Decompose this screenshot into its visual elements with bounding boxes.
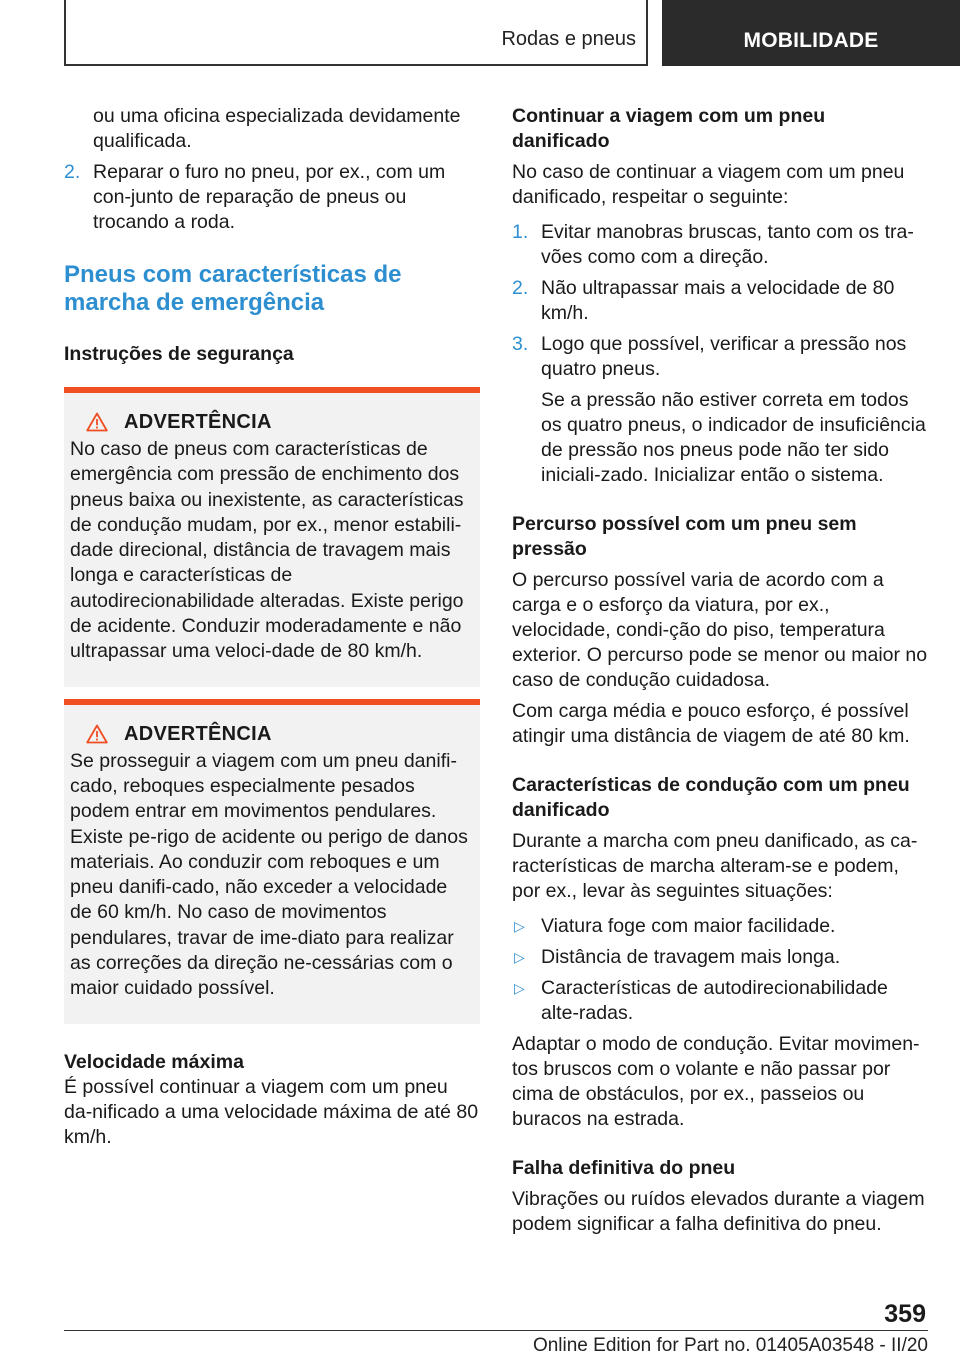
paragraph-range-1: O percurso possível varia de acordo com a carga e o esforço da viatura, por ex., velocidade, condi-ção do piso, temperatura exterior. O percurso pode se menor ou maior no caso de condução cuidadosa. bbox=[512, 569, 928, 691]
triangle-bullet-icon: ▷ bbox=[514, 980, 525, 996]
list-item-number: 2. bbox=[64, 161, 81, 183]
list-item bbox=[512, 332, 928, 382]
warning-triangle-icon bbox=[86, 724, 108, 744]
paragraph-driving-after: Adaptar o modo de condução. Evitar movimen-tos bruscos com o volante e não passar por cima de obstáculos, por ex., passeios ou buracos na estrada. bbox=[512, 1033, 920, 1130]
warning-text: No caso de pneus com características de emergência com pressão de enchimento dos pneus baixa ou inexistente, as características de condução mudam, por ex., menor estabili-dade direcional, distância de travagem mais longa e características de autodirecionabilidade alteradas. Existe perigo de acidente. Conduzir moderadamente e não ultrapassar uma veloci-dade de 80 km/h. bbox=[70, 438, 464, 663]
paragraph-range-2: Com carga média e pouco esforço, é possível atingir uma distância de viagem de até 80 km. bbox=[512, 700, 910, 747]
subheading-driving: Características de condução com um pneu danificado bbox=[512, 774, 910, 821]
subheading-max-speed: Velocidade máxima bbox=[64, 1050, 244, 1073]
subheading-continue: Continuar a viagem com um pneu danificado bbox=[512, 105, 826, 152]
footer-edition: Online Edition for Part no. 01405A03548 - II/20 bbox=[532, 1335, 928, 1356]
subheading-range: Percurso possível com um pneu sem pressão bbox=[512, 513, 857, 560]
list-item-note: Se a pressão não estiver correta em todos os quatro pneus, o indicador de insuficiência de pressão nos pneus pode não ter sido iniciali-zado. Inicializar então o sistema. bbox=[541, 389, 926, 486]
subheading-safety: Instruções de segurança bbox=[64, 343, 294, 365]
list-item-text: Evitar manobras bruscas, tanto com os tra-vões como com a direção. bbox=[541, 221, 914, 268]
bullet-item-text: Viatura foge com maior facilidade. bbox=[541, 915, 836, 937]
subheading-failure: Falha definitiva do pneu bbox=[512, 1157, 736, 1179]
list-item bbox=[512, 220, 928, 270]
warning-box-2 bbox=[64, 699, 480, 1024]
list-item-text: Reparar o furo no pneu, por ex., com um con-junto de reparação de pneus ou trocando a roda. bbox=[93, 161, 446, 233]
bullet-item bbox=[512, 945, 928, 970]
triangle-bullet-icon: ▷ bbox=[514, 949, 525, 965]
bullet-list bbox=[512, 914, 928, 1026]
header-section-title: Rodas e pneus bbox=[501, 28, 636, 50]
warning-title: ADVERTÊNCIA bbox=[124, 722, 272, 745]
paragraph-continue-intro: No caso de continuar a viagem com um pneu danificado, respeitar o seguinte: bbox=[512, 161, 905, 208]
list-item-text: ou uma oficina especializada devidamente qualificada. bbox=[93, 105, 461, 152]
numbered-list bbox=[512, 220, 928, 488]
header-chapter-tab: MOBILIDADE bbox=[662, 0, 960, 66]
warning-title: ADVERTÊNCIA bbox=[124, 411, 272, 433]
section-heading bbox=[64, 261, 480, 317]
list-item bbox=[512, 276, 928, 326]
list-item-number: 2. bbox=[512, 277, 529, 299]
warning-triangle-icon bbox=[86, 412, 108, 432]
list-item-2 bbox=[64, 160, 480, 235]
list-item-number: 3. bbox=[512, 333, 529, 355]
bullet-item bbox=[512, 976, 928, 1026]
warning-text: Se prosseguir a viagem com um pneu danifi-cado, reboques especialmente pesados podem entrar em movimentos pendulares. Existe pe-rigo de acidente ou perigo de danos materiais. Ao conduzir com reboques e um pneu danifi-cado, não exceder a velocidade de 60 km/h. No caso de movimentos pendulares, travar de ime-diato para realizar as correções da direção ne-cessárias com o maior cuidado possível. bbox=[70, 749, 468, 1000]
paragraph-max-speed: É possível continuar a viagem com um pneu da-nificado a uma velocidade máxima de até 80 km/h. bbox=[64, 1075, 479, 1148]
paragraph-driving-intro: Durante a marcha com pneu danificado, as ca-racterísticas de marcha alteram-se e podem, por ex., levar às seguintes situações: bbox=[512, 830, 918, 902]
triangle-bullet-icon: ▷ bbox=[514, 918, 525, 934]
footer-divider bbox=[64, 1330, 928, 1331]
section-heading-line1: Pneus com características de bbox=[64, 261, 402, 288]
bullet-item-text: Distância de travagem mais longa. bbox=[541, 946, 841, 968]
paragraph-failure: Vibrações ou ruídos elevados durante a viagem podem significar a falha definitiva do pneu. bbox=[512, 1188, 925, 1235]
bullet-item bbox=[512, 914, 928, 939]
warning-box-1 bbox=[64, 387, 480, 687]
right-column bbox=[512, 104, 928, 1237]
page-number: 359 bbox=[884, 1300, 926, 1328]
list-item-text: Logo que possível, verificar a pressão nos quatro pneus. bbox=[541, 333, 907, 380]
list-item-text: Não ultrapassar mais a velocidade de 80 km/h. bbox=[541, 277, 895, 324]
left-column bbox=[64, 104, 480, 1150]
bullet-item-text: Características de autodirecionabilidade alte-radas. bbox=[541, 977, 888, 1024]
section-heading-line2: marcha de emergência bbox=[64, 289, 325, 316]
list-item-continuation bbox=[64, 104, 480, 154]
list-item-number: 1. bbox=[512, 221, 529, 243]
